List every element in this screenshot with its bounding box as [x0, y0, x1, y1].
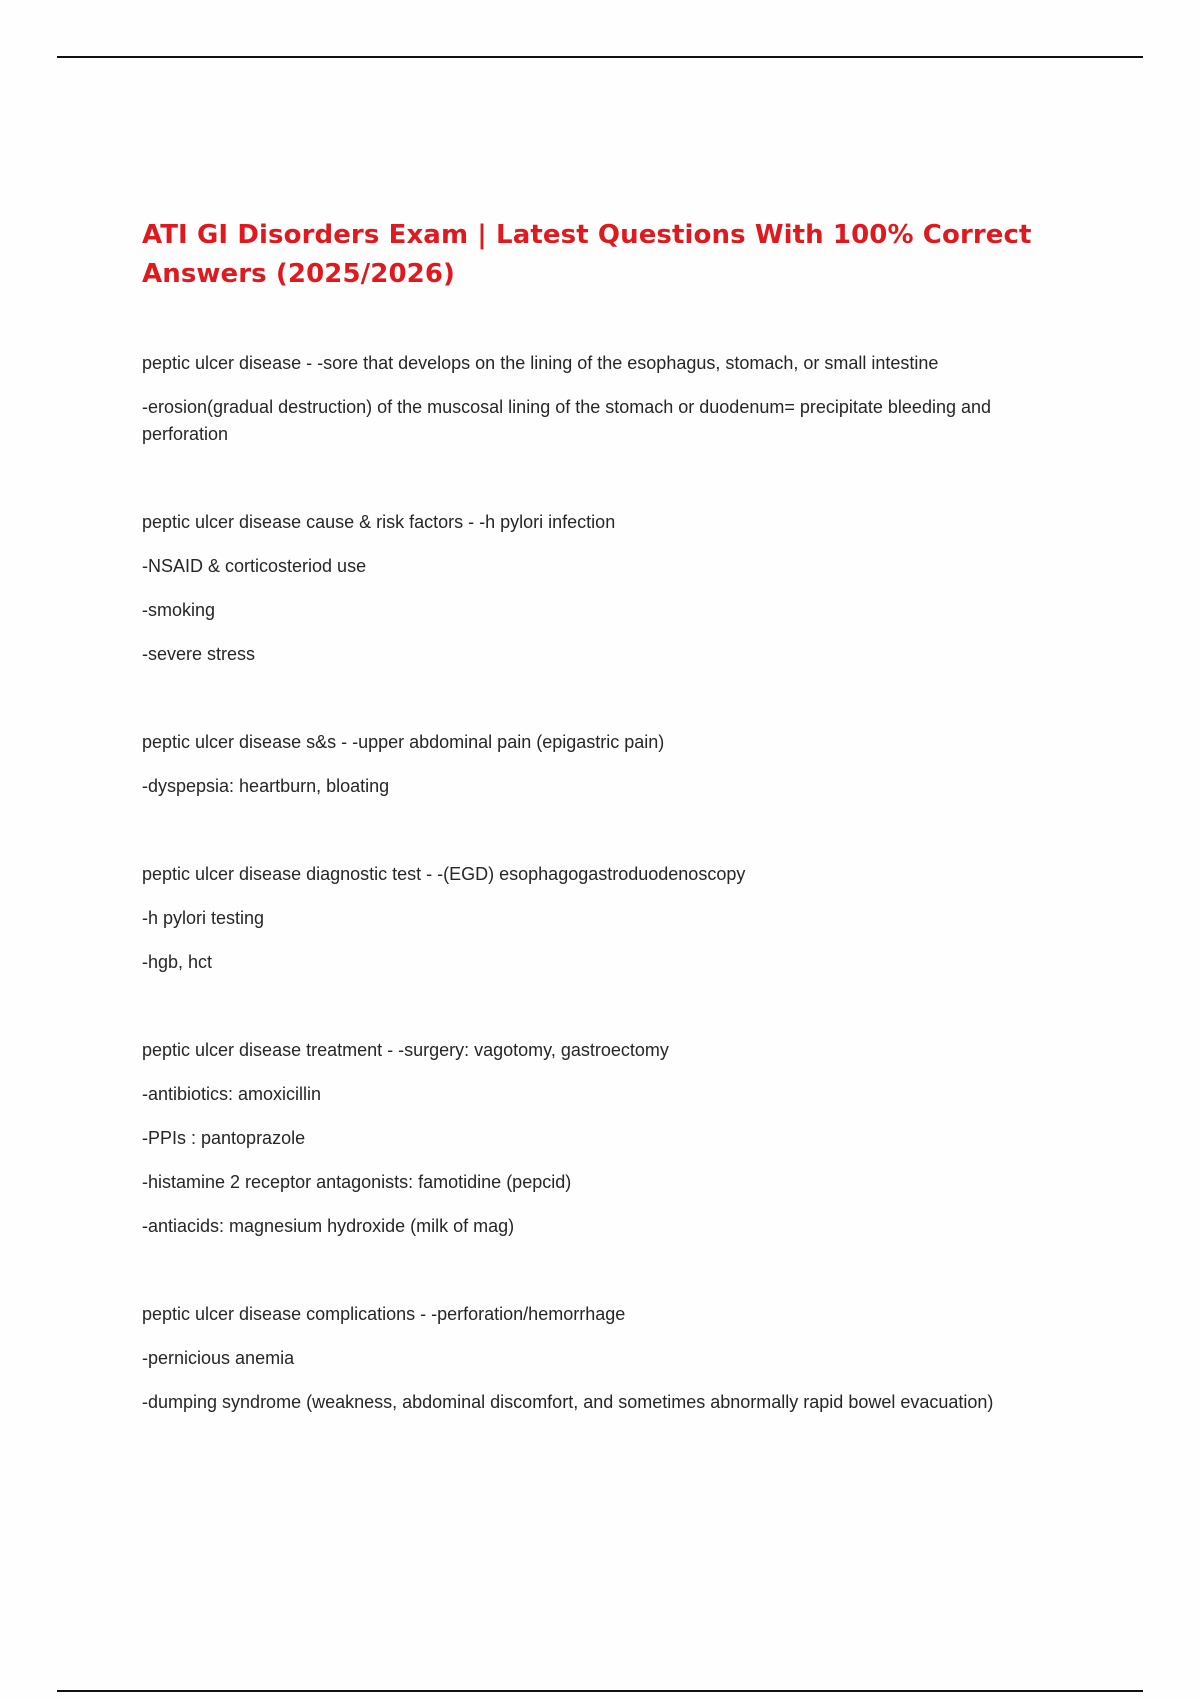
term-line: peptic ulcer disease - -sore that develops on the lining of the esophagus, stomach, or small intestine [142, 353, 939, 373]
detail-line: -hgb, hct [142, 952, 213, 972]
header-rule [57, 56, 1143, 58]
document-body [142, 350, 1072, 1477]
section-treatment [142, 1037, 1072, 1240]
detail-line: -antiacids: magnesium hydroxide (milk of mag) [142, 1216, 515, 1236]
section-complications [142, 1301, 1072, 1416]
detail-line: -histamine 2 receptor antagonists: famotidine (pepcid) [142, 1172, 572, 1192]
detail-line: -severe stress [142, 644, 256, 664]
detail-line: -antibiotics: amoxicillin [142, 1084, 322, 1104]
section-signs-symptoms [142, 729, 1072, 800]
detail-line: -erosion(gradual destruction) of the muscosal lining of the stomach or duodenum= precipitate bleeding and perforation [142, 397, 992, 444]
section-peptic-ulcer-definition [142, 350, 1072, 448]
footer-rule [57, 1690, 1143, 1692]
term-line: peptic ulcer disease diagnostic test - -(EGD) esophagogastroduodenoscopy [142, 864, 746, 884]
detail-line: -pernicious anemia [142, 1348, 295, 1368]
detail-line: -PPIs : pantoprazole [142, 1128, 306, 1148]
document-title: ATI GI Disorders Exam | Latest Questions With 100% Correct Answers (2025/2026) [142, 220, 1032, 289]
section-cause-risk-factors [142, 509, 1072, 668]
detail-line: -dyspepsia: heartburn, bloating [142, 776, 390, 796]
detail-line: -NSAID & corticosteriod use [142, 556, 367, 576]
term-line: peptic ulcer disease complications - -perforation/hemorrhage [142, 1304, 626, 1324]
detail-line: -dumping syndrome (weakness, abdominal discomfort, and sometimes abnormally rapid bowel evacuation) [142, 1392, 994, 1412]
term-line: peptic ulcer disease treatment - -surgery: vagotomy, gastroectomy [142, 1040, 669, 1060]
section-diagnostic-test [142, 861, 1072, 976]
detail-line: -h pylori testing [142, 908, 265, 928]
term-line: peptic ulcer disease s&s - -upper abdominal pain (epigastric pain) [142, 732, 665, 752]
detail-line: -smoking [142, 600, 216, 620]
term-line: peptic ulcer disease cause & risk factors - -h pylori infection [142, 512, 616, 532]
